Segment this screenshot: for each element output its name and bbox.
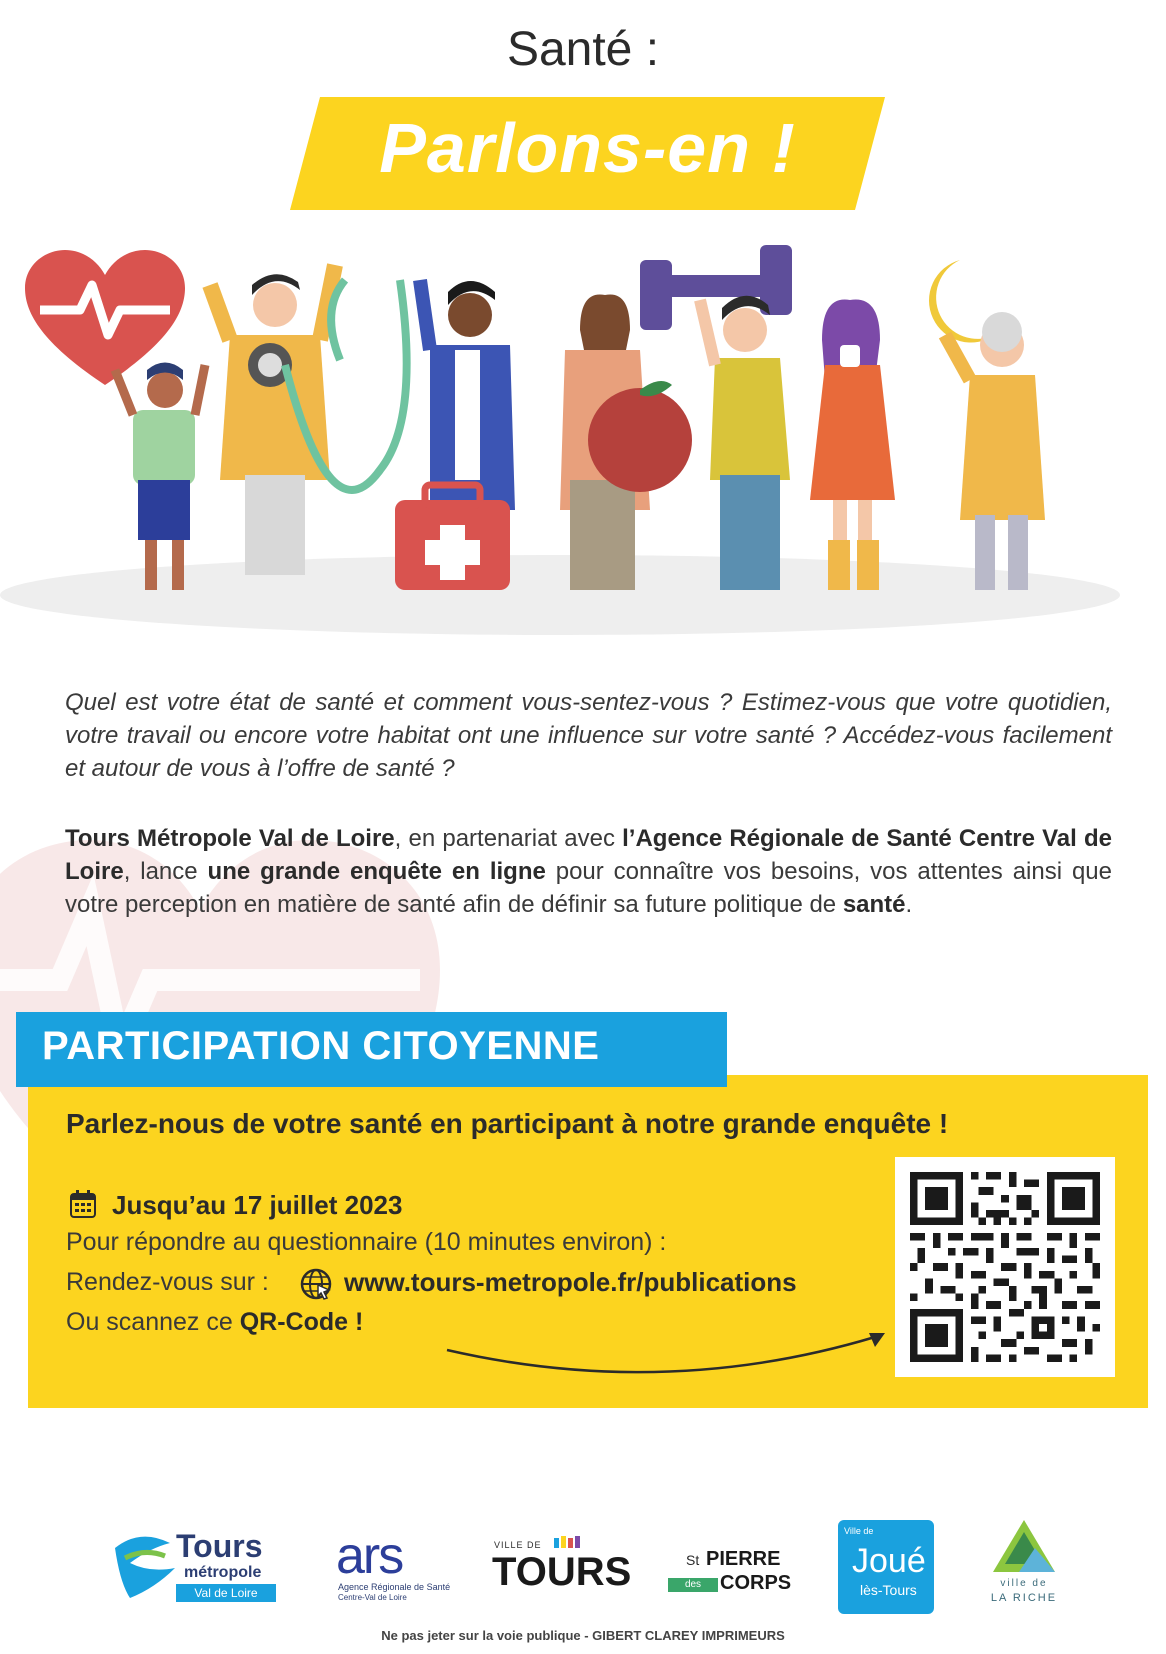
scan-qr-instruction [66, 1308, 363, 1337]
logo-ars-sub2: Centre-Val de Loire [338, 1593, 407, 1602]
logo-la-riche-word: LA RICHE [990, 1592, 1058, 1604]
qr-code[interactable] [910, 1172, 1100, 1362]
logo-des: des [668, 1578, 718, 1592]
tours-metropole-name: Tours Métropole Val de Loire [65, 825, 395, 852]
body-text-part: , en partenariat avec [394, 825, 623, 852]
title-sante: Santé : [506, 23, 660, 76]
rendez-vous-label: Rendez-vous sur : [66, 1268, 269, 1296]
ars-name: l’Agence Régionale de Santé Centre Val de Loire [65, 825, 1113, 885]
adult-with-stethoscope [210, 265, 407, 575]
woman-with-apple [560, 294, 692, 590]
body-paragraph [65, 822, 1112, 921]
logo-val-de-loire: Val de Loire [176, 1584, 276, 1602]
logo-tours-word: TOURS [492, 1550, 632, 1594]
logo-tours-metropole-word: Tours [176, 1528, 263, 1564]
logo-ars-word: ars [336, 1527, 403, 1585]
logo-les-tours: lès-Tours [860, 1582, 917, 1598]
logo-pierre: PIERRE [706, 1548, 781, 1570]
logo-ville-de-tours [492, 1536, 632, 1596]
calendar-icon [70, 1190, 96, 1218]
logo-st: St [686, 1552, 700, 1568]
web-icon [300, 1268, 332, 1300]
footer-printer-note: Ne pas jeter sur la voie publique - GIBERT CLAREY IMPRIMEURS [381, 1628, 785, 1643]
health-people-illustration [0, 240, 1166, 680]
title-parlons-en: Parlons-en ! [379, 109, 796, 187]
logo-saint-pierre-des-corps [668, 1530, 800, 1600]
la-riche-triangle-icon [991, 1518, 1057, 1574]
body-text-part: . [905, 891, 913, 918]
logo-joue-les-tours [838, 1520, 934, 1614]
logo-joue-ville: Ville de [844, 1526, 874, 1536]
body-text-part: , lance [123, 858, 208, 885]
logo-ars-sub1: Agence Régionale de Santé [338, 1582, 451, 1592]
arrow-to-qr-icon [445, 1325, 890, 1380]
woman-with-cup [810, 300, 895, 591]
intro-questions: Quel est votre état de santé et comment vous-sentez-vous ? Estimez-vous que votre quotidien, votre travail ou encore votre habitat ont une influence sur votre santé ? Accédez-vous facilement et autour de vous à l’offre de santé ? [65, 689, 1112, 782]
tours-metropole-wave-icon [110, 1528, 180, 1606]
qr-code-label: QR-Code ! [239, 1308, 364, 1336]
questionnaire-duration: Pour répondre au questionnaire (10 minutes environ) : [66, 1228, 667, 1256]
medical-kit-icon [395, 485, 510, 590]
logo-ville-de: VILLE DE [494, 1540, 542, 1550]
elderly-woman-figure [945, 312, 1045, 590]
logo-tours-metropole [110, 1528, 295, 1608]
logo-la-riche [983, 1518, 1065, 1614]
logo-corps: CORPS [720, 1572, 792, 1594]
scan-text: Ou scannez ce [66, 1308, 240, 1336]
survey-url-link[interactable]: www.tours-metropole.fr/publications [344, 1267, 797, 1297]
survey-emphasis: une grande enquête en ligne [207, 858, 546, 885]
child-figure [115, 363, 205, 591]
logo-la-riche-ville: ville de [1000, 1578, 1048, 1589]
logo-metropole-word: métropole [184, 1564, 262, 1581]
sante-emphasis: santé [842, 891, 906, 918]
participation-headline: Parlez-nous de votre santé en participant à notre grande enquête ! [66, 1108, 949, 1139]
logo-ars [336, 1527, 454, 1606]
tours-colors-icon [554, 1536, 582, 1550]
participation-tab-label: PARTICIPATION CITOYENNE [42, 1024, 600, 1068]
deadline-date: Jusqu’au 17 juillet 2023 [112, 1190, 403, 1220]
body-text-part: pour connaître vos besoins, vos attentes ainsi que votre perception en matière de santé afin de définir sa future politique de [65, 858, 1113, 918]
logo-joue-word: Joué [852, 1542, 926, 1580]
